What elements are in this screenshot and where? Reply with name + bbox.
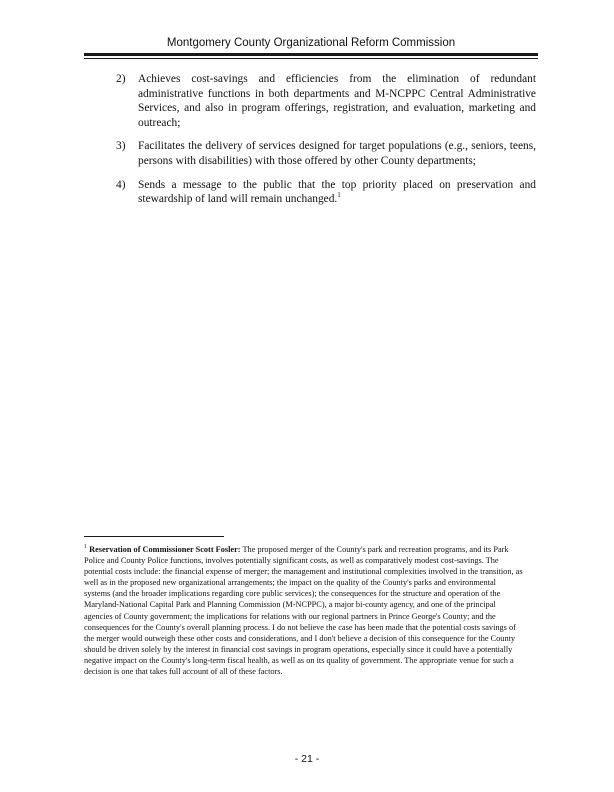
footnote-marker: 1 (84, 544, 87, 551)
list-item (116, 178, 536, 207)
page-number: - 21 - (294, 753, 320, 765)
list-item (116, 139, 536, 168)
header-rule-thin (84, 58, 538, 59)
list-item-number: 3) (116, 140, 126, 153)
footnote-text: The proposed merger of the County's park and recreation programs, and its Park Police and County Police functions, involves potentially significant costs, as well as comparatively modest cost-savings. The potential costs include: the financial expense of merger; the management and institutional complexities involved in the transition, as well as in the proposed new organizational arrangements; the impact on the quality of the County's parks and environmental systems (and the broader implications regarding core public services); the consequences for the structure and operation of the Maryland-National Capital Park and Planning Commission (M-NCPPC), a major bi-county agency, and one of the principal agencies of County government; the implications for relations with our regional partners in Prince George's County; and the consequences for the County's overall planning process. I do not believe the case has been made that the potential costs savings of the merger would outweigh these other costs and considerations, and I don't believe a decision of this consequence for the County should be driven solely by the interest in financial cost savings in program operations, especially since it could have a potentially negative impact on the County's long-term fiscal health, as well as on its quality of government. The appropriate venue for such a decision is one that takes full account of all of these factors. (84, 545, 523, 677)
list-item (116, 72, 536, 130)
list-item-number: 4) (116, 178, 126, 191)
list-item-number: 2) (116, 73, 126, 85)
footnote-reference[interactable]: 1 (337, 191, 341, 200)
page-header-title: Montgomery County Organizational Reform Commission (166, 37, 456, 49)
list-item-text: Facilitates the delivery of services designed for target populations (e.g., seniors, teens, persons with disabilities) with those offered by other County departments; (138, 140, 536, 167)
footnote (84, 544, 524, 677)
numbered-list (116, 72, 536, 216)
header-rule-thick (84, 53, 538, 56)
list-item-text: Sends a message to the public that the top priority placed on preservation and stewardship of land will remain unchanged. (138, 178, 536, 206)
footnote-title: Reservation of Commissioner Scott Fosler: (89, 545, 241, 554)
list-item-text-wrap (138, 178, 536, 207)
footnote-separator (84, 536, 224, 537)
list-item-text: Achieves cost-savings and efficiencies from the elimination of redundant administrative functions in both departments and M-NCPPC Central Administrative Services, and also in program offerings, registration, and evaluation, marketing and outreach; (138, 73, 536, 129)
